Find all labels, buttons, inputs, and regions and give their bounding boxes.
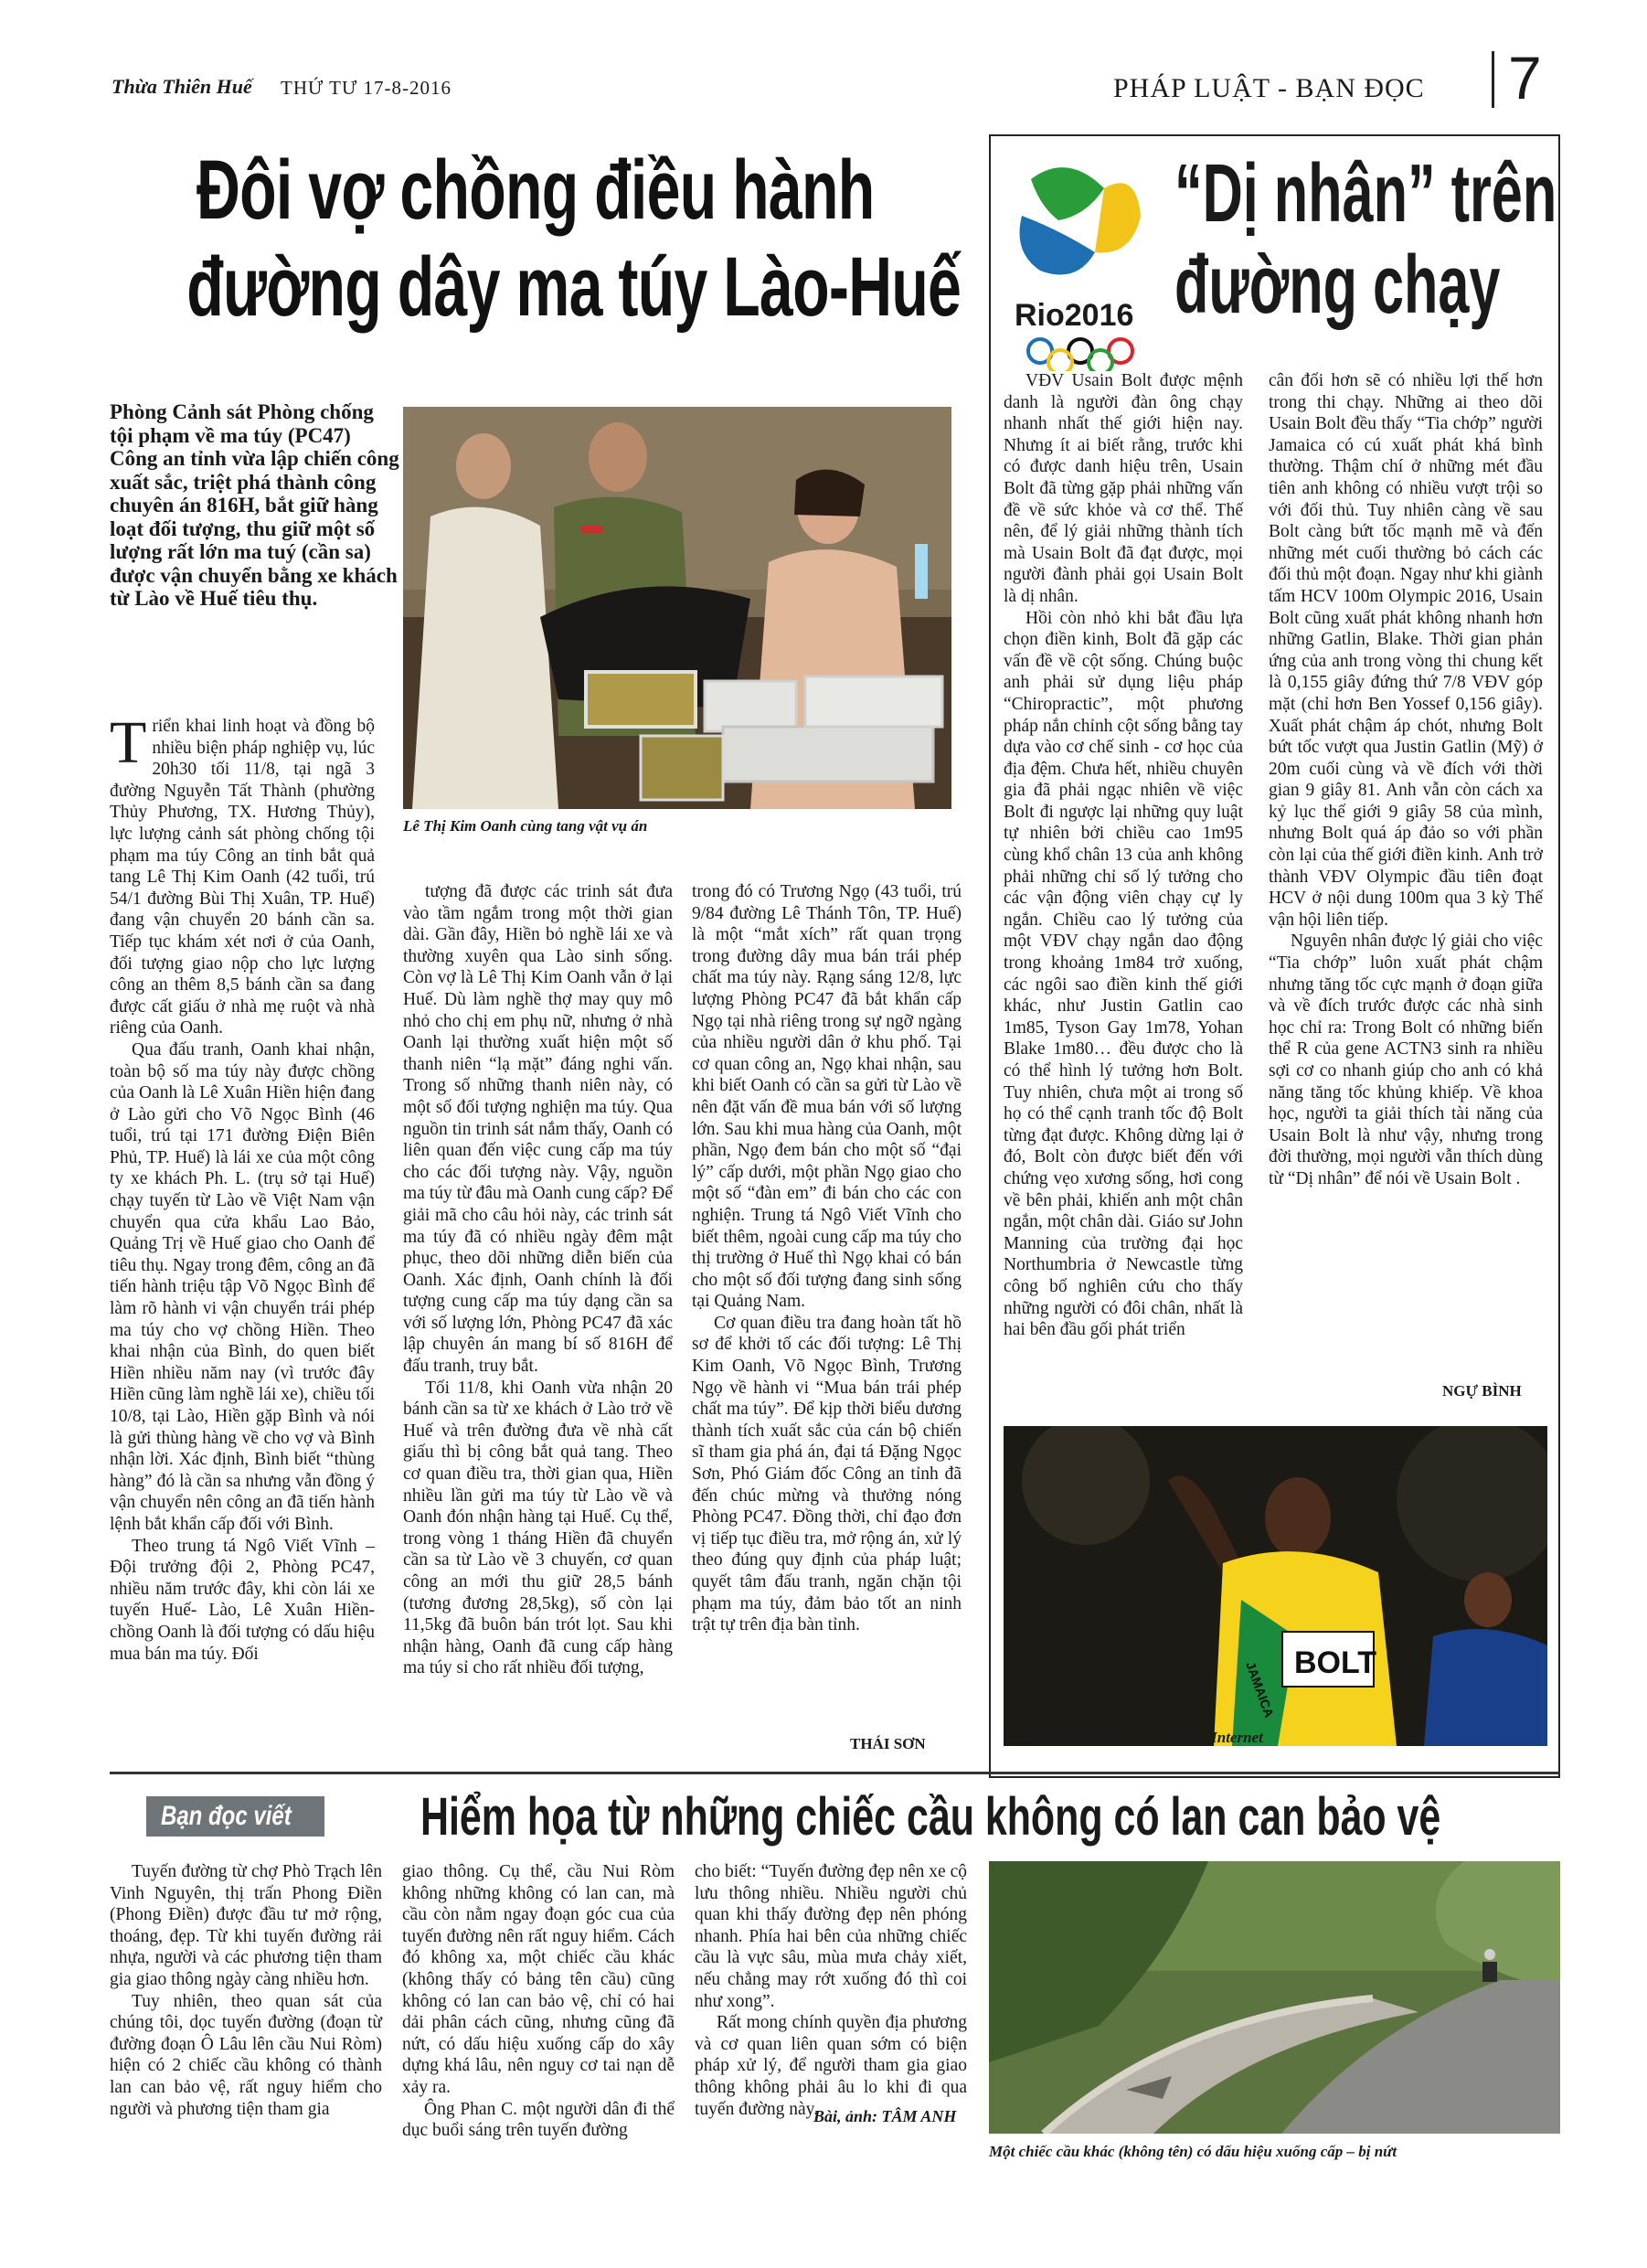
article-column-1	[110, 709, 375, 1665]
paragraph: Tuy nhiên, theo quan sát của chúng tôi, dọc tuyến đường (đoạn từ đường đoạn Ô Lâu lên cầu Nui Ròm) hiện có 2 chiếc cầu không có thành lan can bảo vệ, rất nguy hiểm cho người và phương tiện tham gia	[110, 1991, 382, 2119]
article-headline	[186, 142, 962, 335]
sidebar-column-2	[1269, 370, 1543, 1190]
drug-seizure-photo	[403, 407, 951, 809]
paragraph: giao thông. Cụ thể, cầu Nui Ròm không những không có lan can, mà cầu còn nằm ngay đoạn góc cua của tuyến đường nên rất nguy hiểm. Cách đó không xa, một chiếc cầu khác (không thấy có bảng tên cầu) cũng không có lan can bảo vệ, chỉ có hai dải phân cách cũng, nhưng cũng đã nứt, có dấu hiệu xuống cấp do xây dựng khá lâu, nên nguy cơ tai nạn dễ xảy ra.	[402, 1862, 675, 2097]
paragraph: Hồi còn nhỏ khi bắt đầu lựa chọn điền kinh, Bolt đã gặp các vấn đề về cột sống. Chúng buộc anh phải sử dụng liệu pháp “Chiropractic”, một phương pháp nắn chỉnh cột sống bằng tay dựa vào cơ chế sinh - cơ học của địa đệm. Chưa hết, nhiều chuyên gia đã phải ngạc nhiên về việc Bolt đi ngược lại những quy luật tự nhiên bởi chiều cao 1m95 cùng khổ chân 13 của anh không phải những chỉ số lý tưởng cho các vận động viên chạy cự ly ngắn. Chiều cao lý tưởng của một VĐV chạy ngắn dao động trong khoảng 1m84 trở xuống, các ngôi sao điền kinh thế giới khác, như Justin Gatlin cao 1m85, Tyson Gay 1m78, Yohan Blake 1m80… đều được cho là có thể hình lý tưởng hơn Bolt. Tuy nhiên, chưa một ai trong số họ có thể cạnh tranh tốc độ Bolt từng đạt được. Không dừng lại ở đó, Bolt còn được biết đến với chứng vẹo xương sống, hơi cong về bên phải, khiến anh một chân ngắn, một chân dài. Giáo sư John Manning của trường đại học Northumbria ở Newcastle từng công bố nghiên cứu cho thấy những người có đôi chân, nhất là hai bên đầu gối phát triển	[1004, 608, 1243, 1340]
caption-name: “Dị nhân” Usain Bolt	[1004, 1729, 1145, 1746]
rio-logo-text: Rio2016	[1015, 298, 1134, 333]
article-column-3	[692, 881, 962, 1636]
letter-author: Bài, ảnh: TÂM ANH	[813, 2107, 957, 2125]
header-divider	[1492, 51, 1494, 108]
paper-name: Thừa Thiên Huế	[112, 75, 252, 98]
paragraph: Rất mong chính quyền địa phương và cơ quan liên quan sớm có biện pháp xử lý, để người tham gia giao thông không phải âu lo khi đi qua tuyến đường này.	[695, 2013, 967, 2119]
headline-line-2: đường dây ma túy Lào-Huế	[186, 240, 962, 334]
paragraph: trong đó có Trương Ngọ (43 tuổi, trú 9/84 đường Lê Thánh Tôn, TP. Huế) là một “mắt xích” rất quan trọng trong đường dây mua bán trái phép chất ma túy này. Rạng sáng 12/8, lực lượng Phòng PC47 đã bắt khẩn cấp Ngọ tại nhà riêng trong sự ngỡ ngàng của nhiều người dân ở khu phố. Tại cơ quan công an, Ngọ khai nhận, sau khi biết Oanh có cần sa gửi từ Lào về nên đặt vấn đề mua bán với số lượng lớn. Sau khi mua hàng của Oanh, một phần, Ngọ đem bán cho một số “đại lý” cấp dưới, một phần Ngọ giao cho một số “đàn em” đi bán cho các con nghiện. Trung tá Ngô Viết Vĩnh cho biết thêm, ngoài cung cấp ma túy cho thị trường ở Huế thì Ngọ khai có bán cho một số đối tượng đang sinh sống tại Quảng Nam.	[692, 882, 962, 1312]
bridge-photo	[989, 1861, 1560, 2134]
bib-text: BOLT	[1294, 1645, 1377, 1680]
paragraph: tượng đã được các trinh sát đưa vào tầm ngắm trong một thời gian dài. Gần đây, Hiền bỏ nghề lái xe và thường xuyên qua Lào sinh sống. Còn vợ là Lê Thị Kim Oanh vẫn ở lại Huế. Dù làm nghề thợ may quy mô nhỏ cho chị em phụ nữ, nhưng ở nhà Oanh lại thường xuất hiện một số thanh niên “lạ mặt” đáng nghi vấn. Trong số những thanh niên này, có một số đối tượng nghiện ma túy. Qua nguồn tin trinh sát nắm thấy, Oanh có liên quan đến việc cung cấp ma túy cho các đối tượng này. Vậy, nguồn ma túy từ đâu mà Oanh cung cấp? Để giải mã cho câu hỏi này, các trinh sát ma túy đã có nhiều ngày đêm mật phục, theo dõi những diễn biến của Oanh. Xác định, Oanh chính là đối tượng cung cấp ma túy dạng cần sa với số lượng lớn, Phòng PC47 đã xác lập chuyên án mang bí số 816H để đấu tranh, truy bắt.	[403, 882, 673, 1377]
sidebar-headline	[1174, 148, 1557, 331]
paragraph: Tối 11/8, khi Oanh vừa nhận 20 bánh cần sa từ xe khách ở Lào trở về Huế và trên đường đưa về nhà cất giấu thì bị công bắt quả tang. Theo cơ quan điều tra, thời gian qua, Hiền nhiều lần gửi ma túy từ Lào về và Oanh đón nhận hàng tại Huế. Cụ thể, trong vòng 1 tháng Hiền đã chuyển cần sa từ Lào về 3 chuyến, cơ quan công an mới thu giữ 28,5 bánh (tương đương 28,5kg), số còn lại 11,5kg đã buôn bán trót lọt. Sau khi nhận hàng, Oanh đã cung cấp hàng ma túy sỉ cho rất nhiều đối tượng,	[403, 1378, 673, 1678]
article-lead	[110, 400, 402, 611]
paragraph: Nguyên nhân được lý giải cho việc “Tia chớp” luôn xuất phát chậm nhưng tăng tốc cực mạnh ở đoạn giữa và về đích trước được các nhà sinh học chỉ ra: Trong Bolt có những biến thể R của gene ACTN3 sinh ra nhiều sợi cơ co nhanh giúp cho anh có khả năng tăng tốc khủng khiếp. Về khoa học, người ta giải thích tài năng của Usain Bolt là như vậy, nhưng trong đời thường, mọi người vẫn thích dùng từ “Dị nhân” để nói về Usain Bolt .	[1269, 932, 1543, 1188]
article-author: THÁI SƠN	[850, 1735, 926, 1752]
issue-date: THỨ TƯ 17-8-2016	[281, 77, 452, 99]
lead-text: Phòng Cảnh sát Phòng chống tội phạm về ma túy (PC47) Công an tỉnh vừa lập chiến công xuất sắc, triệt phá thành công chuyên án 816H, bắt giữ hàng loạt đối tượng, thu giữ một số lượng rất lớn ma tuý (cần sa) được vận chuyển bằng xe khách từ Lào về Huế tiêu thụ.	[110, 400, 399, 610]
sidebar-headline-line-1: “Dị nhân” trên	[1174, 148, 1557, 240]
usain-bolt-photo	[1004, 1426, 1547, 1746]
paragraph: riển khai linh hoạt và đồng bộ nhiều biện pháp nghiệp vụ, lúc 20h30 tối 11/8, tại ngã 3 đường Nguyễn Tất Thành (phường Thủy Phương, TX. Hương Thủy), lực lượng cảnh sát phòng chống tội phạm ma túy Công an tỉnh bắt quả tang Lê Thị Kim Oanh (42 tuổi, trú 54/1 đường Bùi Thị Xuân, TP. Huế) đang vận chuyển 20 bánh cần sa. Tiếp tục khám xét nơi ở của Oanh, đối tượng giao nộp cho lực lượng công an thêm 8,5 bánh cần sa đang được cất giấu ở nhà mẹ ruột và nhà riêng của Oanh.	[110, 717, 375, 1038]
drop-cap: T	[110, 709, 147, 776]
headline-line-1: Đôi vợ chồng điều hành	[197, 144, 875, 237]
reader-letters-label: Bạn đọc viết	[161, 1801, 292, 1831]
paragraph: Theo trung tá Ngô Viết Vĩnh – Đội trưởng đội 2, Phòng PC47, nhiều năm trước đây, khi còn lái xe tuyến Huế- Lào, Lê Xuân Hiền- chồng Oanh là đối tượng có dấu hiệu mua bán ma túy. Đối	[110, 1536, 375, 1664]
sidebar-headline-line-2: đường chạy	[1174, 240, 1501, 331]
letter-column-1	[110, 1861, 382, 2120]
letter-column-2	[402, 1861, 675, 2142]
paragraph: Qua đấu tranh, Oanh khai nhận, toàn bộ số ma túy này được chồng của Oanh là Lê Xuân Hiền hiện đang ở Lào gửi cho Võ Ngọc Bình (46 tuổi, trú tại 171 đường Điện Biên Phủ, TP. Huế) là lái xe của một công ty xe khách Ph. L. (trụ sở tại Huế) chạy tuyến từ Lào về Việt Nam vận chuyển qua cửa khẩu Lao Bảo, Quảng Trị về Huế giao cho Oanh để tiêu thụ. Ngay trong đêm, công an đã tiến hành triệu tập Võ Ngọc Bình để làm rõ hành vi vận chuyển trái phép ma túy cho vợ chồng Hiền. Theo khai nhận của Bình, do quen biết Hiền nhiều năm nay (vì trước đây Hiền cũng làm nghề lái xe), chiều tối 10/8, tại Lào, Hiền gặp Bình và nói là gửi thùng hàng về cho vợ và Bình nhận lời. Xác định, Bình biết “thùng hàng” đó là cần sa nhưng vẫn đồng ý vận chuyển nên công an đã tiến hành lệnh bắt khẩn cấp đối với Bình.	[110, 1039, 375, 1534]
sidebar-author: NGỰ BÌNH	[1442, 1382, 1522, 1400]
section-title: PHÁP LUẬT - BẠN ĐỌC	[1113, 73, 1425, 103]
shirt-text: JAMAICA	[1243, 1659, 1278, 1720]
article-column-2	[403, 881, 673, 1679]
section-divider	[110, 1772, 1560, 1774]
caption-credit: Ảnh: Internet	[1174, 1729, 1263, 1746]
sidebar-column-1	[1004, 370, 1243, 1341]
paragraph: VĐV Usain Bolt được mệnh danh là người đàn ông chạy nhanh nhất thế giới hiện nay. Nhưng ít ai biết rằng, trước khi có được danh hiệu trên, Usain Bolt đã từng gặp phải những vấn đề về sức khỏe và cơ thể. Thế nên, để lý giải những thành tích mà Usain Bolt đã đạt được, mọi người đành phải gọi Usain Bolt là dị nhân.	[1004, 371, 1243, 606]
paragraph: Tuyến đường từ chợ Phò Trạch lên Vinh Nguyên, thị trấn Phong Điền (Phong Điền) được đầu tư mở rộng, thoáng, đẹp. Từ khi tuyến đường rải nhựa, người và các phương tiện tham gia giao thông ngày càng nhiều hơn.	[110, 1862, 382, 1989]
page-number: 7	[1508, 44, 1542, 112]
photo-caption: Lê Thị Kim Oanh cùng tang vật vụ án	[403, 817, 648, 835]
reader-letters-headline: Hiểm họa từ những chiếc cầu không có lan can bảo vệ	[420, 1787, 1441, 1847]
paragraph: cho biết: “Tuyến đường đẹp nên xe cộ lưu thông nhiều. Nhiều người chủ quan khi thấy đường đẹp nên phóng nhanh. Phía hai bên của những chiếc cầu là vực sâu, mùa mưa chảy xiết, nếu chẳng may rớt xuống đó thì coi như xong”.	[695, 1862, 967, 2011]
paragraph: cân đối hơn sẽ có nhiều lợi thế hơn trong thi chạy. Những ai theo dõi Usain Bolt đều thấy “Tia chớp” người Jamaica có cú xuất phát khá bình thường. Thậm chí ở những mét đầu tiên anh không có nhiều vượt trội so với đối thủ. Tuy nhiên càng về sau Bolt càng bứt tốc mạnh mẽ và đến những mét cuối thường bỏ cách các đối thủ một đoạn. Ngay như khi giành tấm HCV 100m Olympic 2016, Usain Bolt cũng xuất phát không nhanh hơn những Gatlin, Blake. Thời gian phản ứng của anh trong vòng thi chung kết là 0,155 giây đứng thứ 7/8 VĐV góp mặt (chỉ hơn Ben Yossef 0,156 giây). Xuất phát chậm áp chót, nhưng Bolt bứt tốc vượt qua Justin Gatlin (Mỹ) ở 20m cuối cùng và về đích với thời gian 9 giây 81. Anh vẫn còn cách xa kỷ lục thế giới 9 giây 58 của mình, nhưng Bolt quá áp đảo so với phần còn lại của thế giới điền kinh. Anh trở thành VĐV Olympic đầu tiên đoạt HCV ở nội dung 100m qua 3 kỳ Thế vận hội liên tiếp.	[1269, 371, 1543, 930]
rio-2016-logo	[1004, 152, 1159, 371]
letter-column-3	[695, 1861, 967, 2120]
bolt-photo-caption	[1004, 1729, 1552, 1747]
paragraph: Ông Phan C. một người dân đi thể dục buổi sáng trên tuyến đường	[402, 2099, 675, 2141]
paragraph: Cơ quan điều tra đang hoàn tất hồ sơ để khởi tố các đối tượng: Lê Thị Kim Oanh, Võ Ngọc Bình, Trương Ngọ về hành vi “Mua bán trái phép chất ma túy”. Để kịp thời biểu dương thành tích xuất sắc của cán bộ chiến sĩ tham gia phá án, đại tá Đặng Ngọc Sơn, Phó Giám đốc Công an tỉnh đã đến chúc mừng và thưởng nóng Phòng PC47. Đồng thời, chỉ đạo đơn vị tiếp tục điều tra, mở rộng án, xử lý theo đúng quy định của pháp luật; quyết tâm đấu tranh, ngăn chặn tội phạm ma túy, đảm bảo tốt an ninh trật tự trên địa bàn tỉnh.	[692, 1313, 962, 1635]
bridge-photo-caption: Một chiếc cầu khác (không tên) có dấu hiệu xuống cấp – bị nứt	[989, 2143, 1397, 2160]
